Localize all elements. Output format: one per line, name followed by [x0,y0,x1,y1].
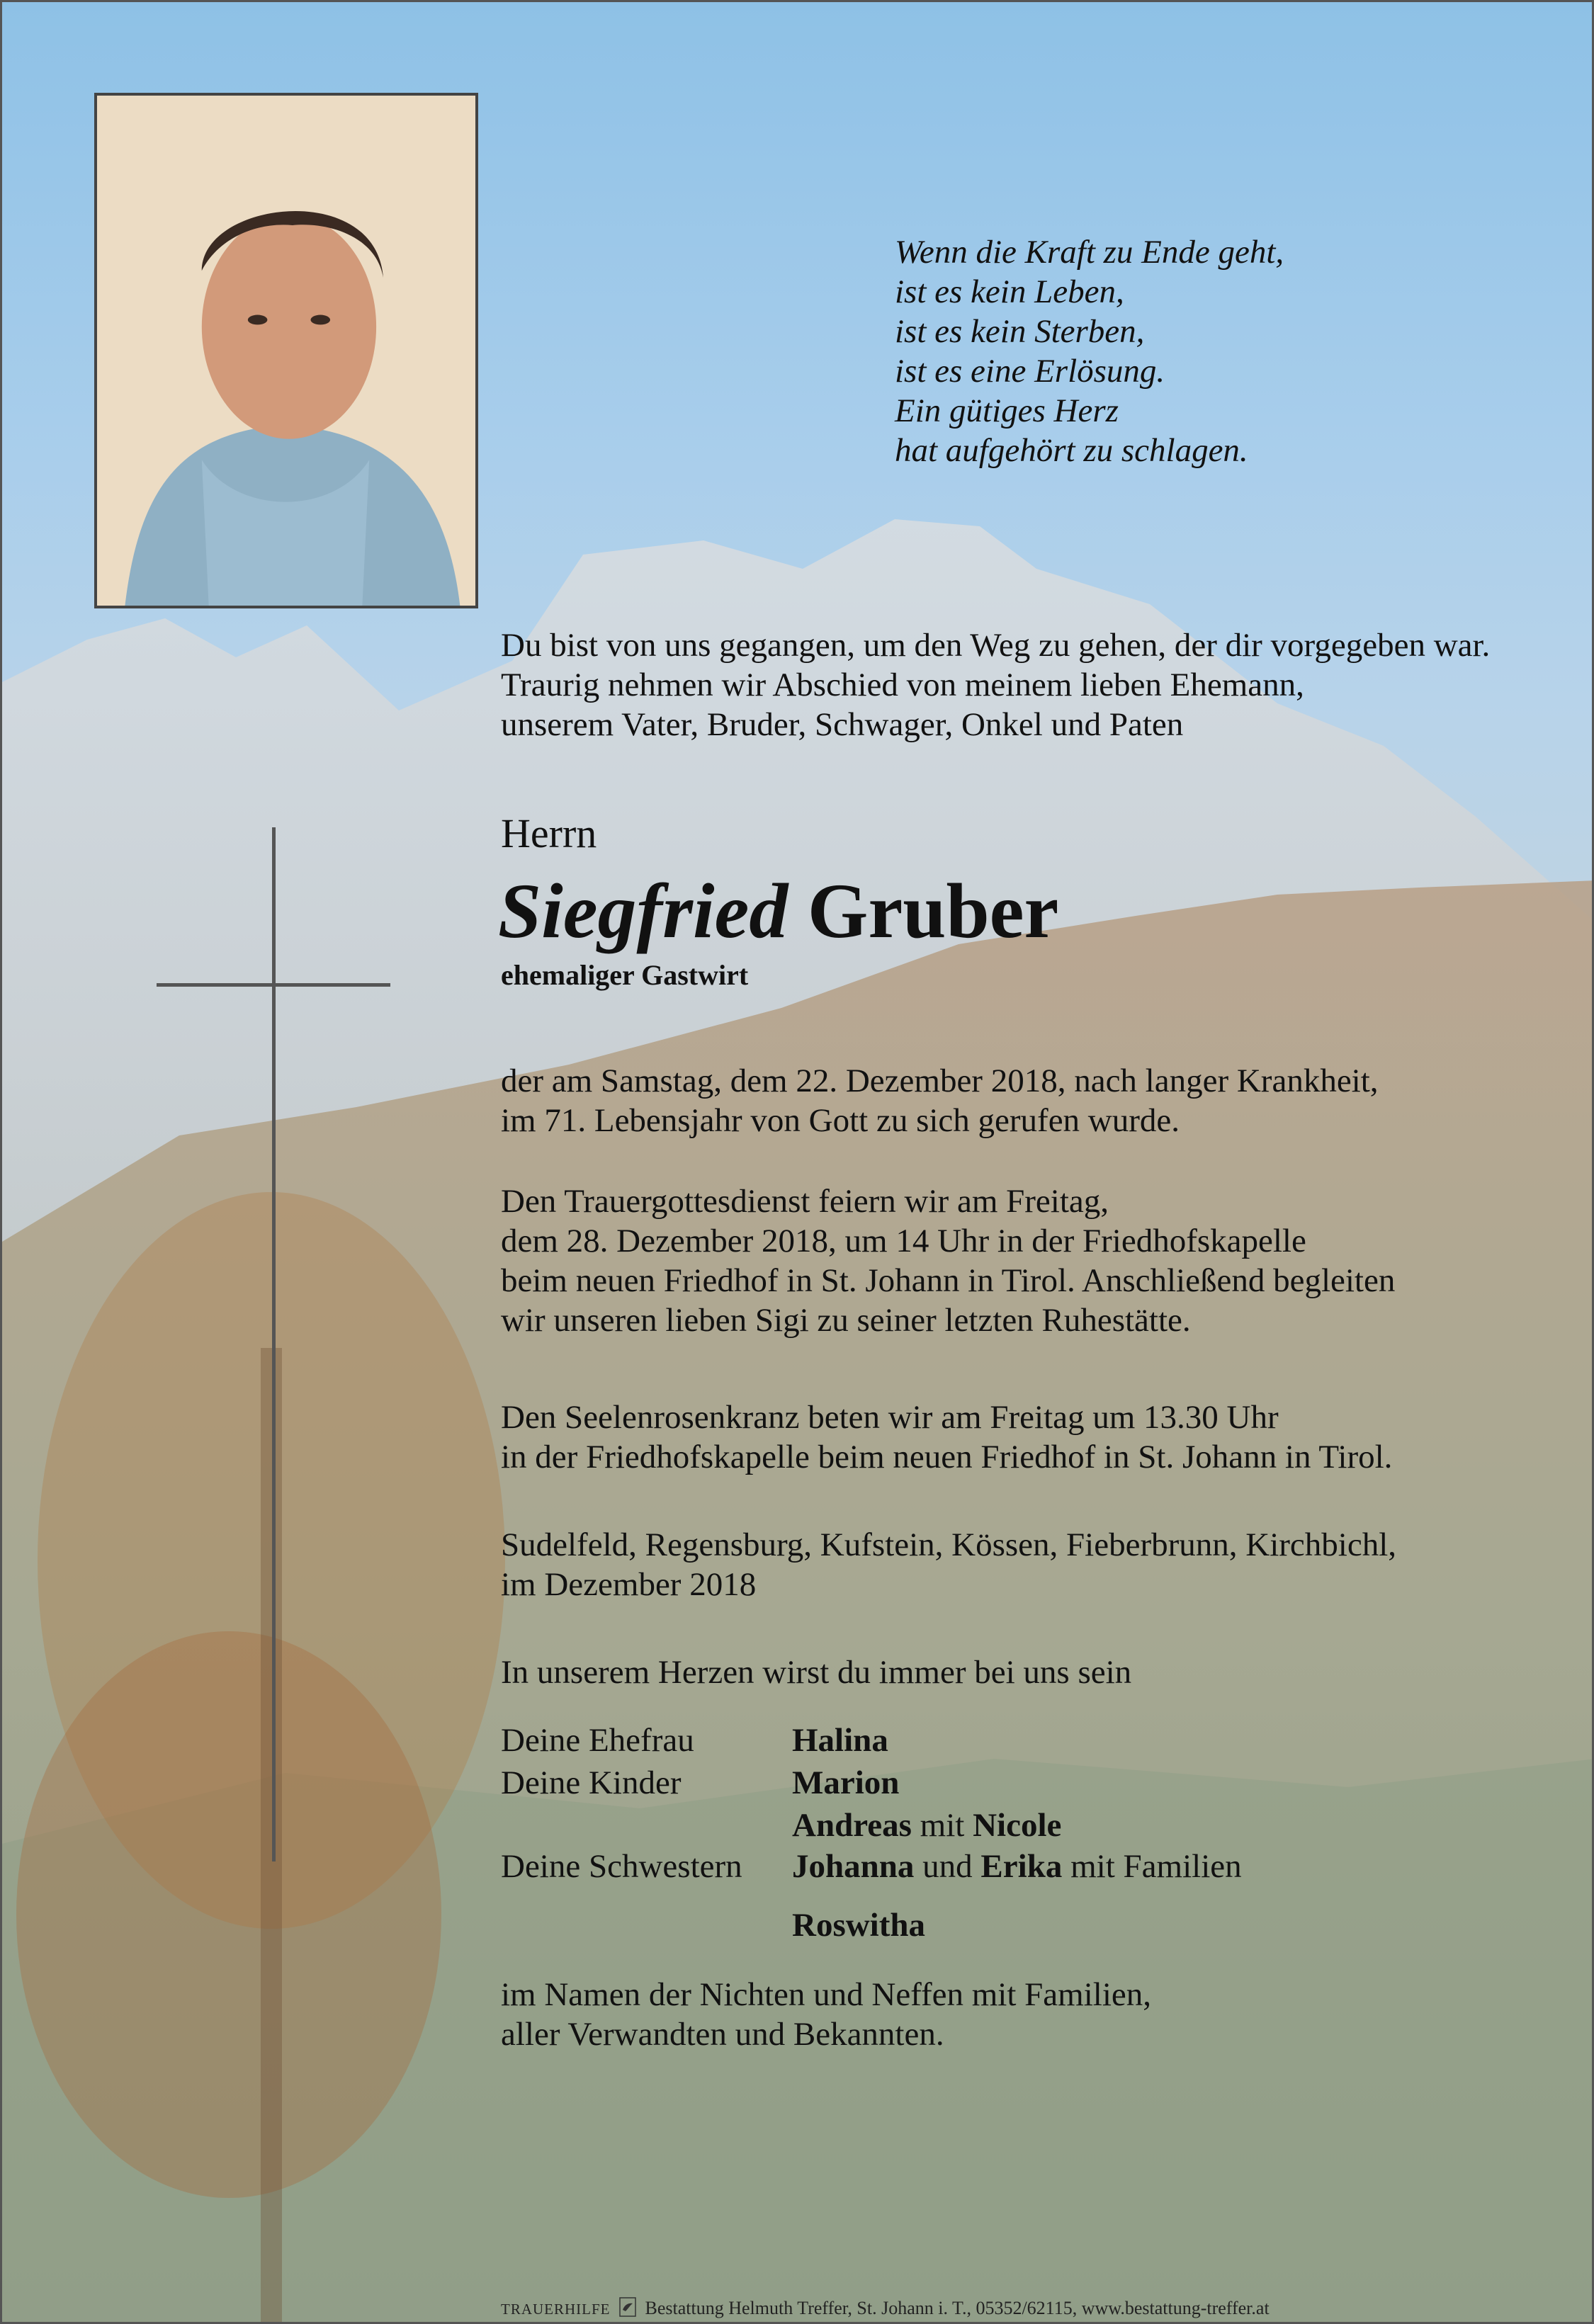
closing-line: aller Verwandten und Bekannten. [501,2016,944,2053]
intro-paragraph [501,625,1564,744]
places-line: Sudelfeld, Regensburg, Kufstein, Kössen, Fieberbrunn, Kirchbichl, [501,1526,1396,1563]
footer-brand: TRAUERHILFE [501,2301,611,2318]
rosary-line: in der Friedhofskapelle beim neuen Friedhof in St. Johann in Tirol. [501,1439,1393,1475]
closing-paragraph [501,1975,1564,2054]
places-line: im Dezember 2018 [501,1566,757,1603]
family-name: Roswitha [792,1907,926,1944]
verse-line: hat aufgehört zu schlagen. [895,432,1248,469]
cross-icon-bar [157,983,390,987]
intro-line: Traurig nehmen wir Abschied von meinem lieben Ehemann, [501,667,1304,703]
death-line: der am Samstag, dem 22. Dezember 2018, nach langer Krankheit, [501,1062,1379,1099]
funeral-paragraph [501,1181,1564,1340]
family-value [792,1806,1061,1844]
funeral-line: Den Trauergottesdienst feiern wir am Freitag, [501,1183,1109,1220]
family-name: Halina [792,1722,888,1759]
death-line: im 71. Lebensjahr von Gott zu sich gerufen wurde. [501,1102,1180,1139]
deceased-name [498,866,1058,956]
family-connector: mit [920,1807,965,1844]
rosary-paragraph [501,1398,1564,1477]
family-name: Andreas [792,1807,912,1844]
family-name: Erika [980,1848,1063,1885]
family-label: Deine Kinder [501,1764,682,1801]
family-connector: mit Familien [1070,1848,1242,1885]
footer [501,2297,1270,2319]
verse-line: ist es kein Leben, [895,273,1124,310]
intro-line: unserem Vater, Bruder, Schwager, Onkel und Paten [501,706,1184,743]
family-label: Deine Ehefrau [501,1722,694,1759]
dove-logo-icon [619,2297,636,2317]
funeral-line: dem 28. Dezember 2018, um 14 Uhr in der Friedhofskapelle [501,1223,1306,1259]
salutation: Herrn [501,810,597,856]
occupation: ehemaliger Gastwirt [501,959,749,991]
family-value [792,1847,1242,1886]
verse-line: ist es eine Erlösung. [895,353,1165,390]
verse-line: Wenn die Kraft zu Ende geht, [895,234,1284,271]
verse-line: Ein gütiges Herz [895,392,1119,429]
family-name: Marion [792,1764,900,1801]
portrait-photo [94,93,478,608]
family-label: Deine Schwestern [501,1848,742,1885]
cross-icon [272,827,276,1861]
death-paragraph [501,1061,1564,1140]
closing-line: im Namen der Nichten und Neffen mit Familien, [501,1976,1152,2013]
family-name: Nicole [973,1807,1062,1844]
verse-line: ist es kein Sterben, [895,313,1145,350]
funeral-line: wir unseren lieben Sigi zu seiner letzten Ruhestätte. [501,1302,1191,1339]
funeral-line: beim neuen Friedhof in St. Johann in Tirol. Anschließend begleiten [501,1262,1396,1299]
memorial-verse [895,232,1462,470]
footer-text: Bestattung Helmuth Treffer, St. Johann i. T., 05352/62115, www.bestattung-treffer.at [645,2298,1270,2318]
intro-line: Du bist von uns gegangen, um den Weg zu gehen, der dir vorgegeben war. [501,627,1491,664]
heart-line-text: In unserem Herzen wirst du immer bei uns sein [501,1654,1132,1691]
rosary-line: Den Seelenrosenkranz beten wir am Freitag um 13.30 Uhr [501,1399,1279,1436]
places-paragraph [501,1525,1564,1604]
heart-line [501,1653,1564,1692]
last-name: Gruber [807,868,1059,954]
first-name: Siegfried [498,868,788,954]
family-name: Johanna [792,1848,915,1885]
family-connector: und [922,1848,973,1885]
